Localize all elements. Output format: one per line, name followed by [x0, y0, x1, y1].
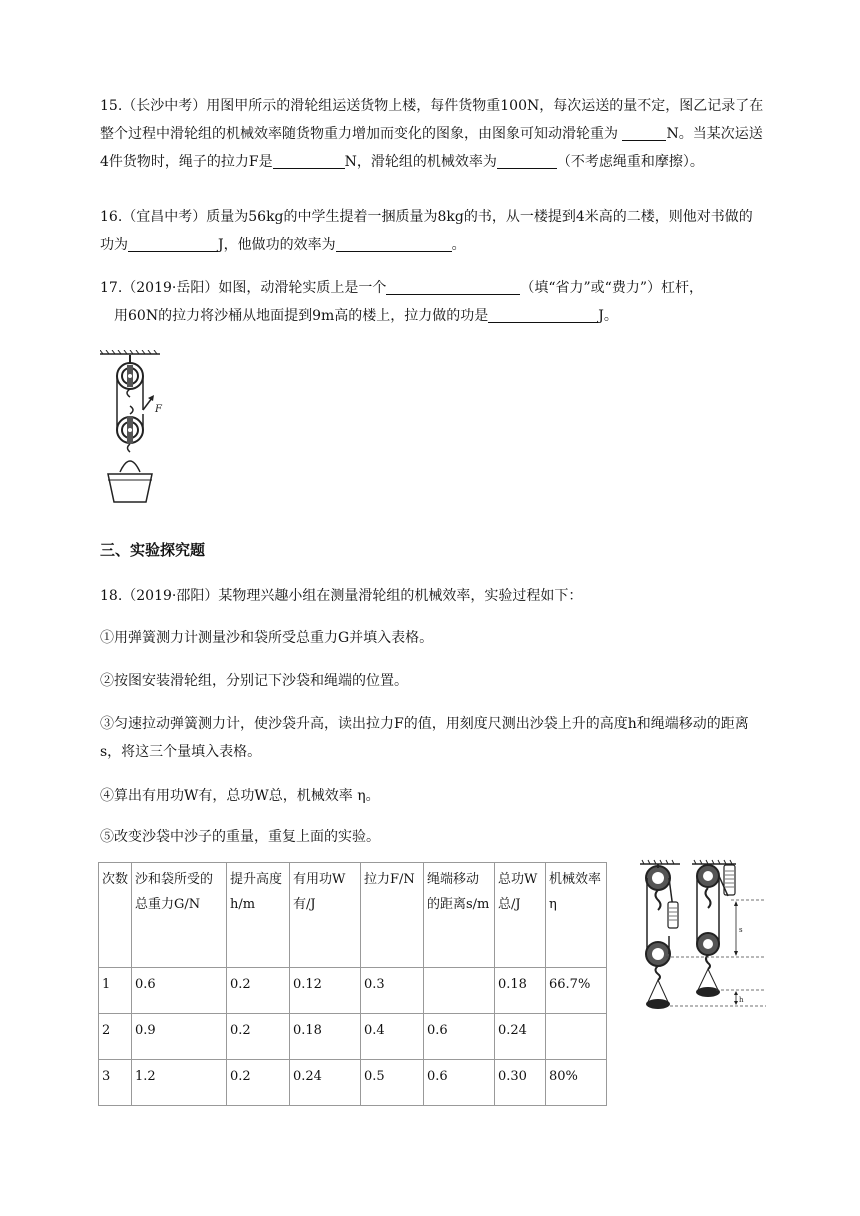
table-cell: 0.3 [361, 968, 424, 1014]
table-cell: 0.30 [495, 1060, 546, 1106]
table-cell: 0.6 [424, 1060, 495, 1106]
section-title: 三、实验探究题 [100, 541, 206, 559]
answer-blank[interactable] [273, 152, 345, 169]
step-3: ③匀速拉动弹簧测力计，使沙袋升高，读出拉力F的值，用刻度尺测出沙袋上升的高度h和绳端移动的距离s，将这三个量填入表格。 [100, 716, 749, 760]
table-cell: 0.24 [495, 1014, 546, 1060]
table-cell: 0.5 [361, 1060, 424, 1106]
step-1: ①用弹簧测力计测量沙和袋所受总重力G并填入表格。 [100, 630, 434, 646]
header-cell: 沙和袋所受的总重力G/N [132, 863, 227, 968]
answer-blank[interactable] [497, 152, 557, 169]
table-cell: 1.2 [132, 1060, 227, 1106]
table-cell: 0.6 [132, 968, 227, 1014]
table-row [99, 1060, 607, 1106]
answer-blank[interactable] [128, 235, 218, 252]
table-cell: 0.6 [424, 1014, 495, 1060]
table-cell: 0.24 [290, 1060, 361, 1106]
q16-text: 16.（宜昌中考）质量为56kg的中学生提着一捆质量为8kg的书，从一楼提到4米高的二楼，则他对书做的功为 [100, 209, 753, 253]
header-cell: 绳端移动的距离s/m [424, 863, 495, 968]
table-cell: 0.18 [290, 1014, 361, 1060]
q16-text-2: J，他做功的效率为 [218, 237, 336, 253]
results-table [98, 862, 607, 1106]
question-15 [100, 92, 764, 176]
question-18-intro: 18.（2019·邵阳）某物理兴趣小组在测量滑轮组的机械效率，实验过程如下： [100, 588, 583, 604]
height-h-label: h [739, 996, 744, 1004]
q15-text-4: （不考虑绳重和摩擦）。 [556, 154, 704, 170]
step-2: ②按图安装滑轮组，分别记下沙袋和绳端的位置。 [100, 673, 408, 689]
table-cell: 0.2 [227, 1014, 290, 1060]
table-row [99, 1014, 607, 1060]
header-cell: 次数 [99, 863, 132, 968]
table-header-row [99, 863, 607, 968]
step-4: ④算出有用功W有，总功W总，机械效率 η。 [100, 788, 380, 804]
table-cell-blank[interactable] [424, 968, 495, 1014]
answer-blank[interactable] [622, 124, 666, 141]
table-cell: 0.2 [227, 1060, 290, 1106]
step-5: ⑤改变沙袋中沙子的重量，重复上面的实验。 [100, 829, 380, 845]
table-cell: 1 [99, 968, 132, 1014]
answer-blank[interactable] [488, 306, 598, 323]
table-cell: 2 [99, 1014, 132, 1060]
answer-blank[interactable] [386, 278, 520, 295]
header-cell: 提升高度h/m [227, 863, 290, 968]
distance-s-label: s [739, 926, 743, 934]
q17-text-4: J。 [598, 308, 618, 324]
answer-blank[interactable] [336, 235, 452, 252]
header-cell: 有用功W有/J [290, 863, 361, 968]
force-label: F [155, 404, 162, 415]
movable-pulley-figure [100, 350, 180, 515]
pulley-block-figure [636, 856, 768, 1028]
table-cell-blank[interactable] [546, 1014, 607, 1060]
table-cell: 0.2 [227, 968, 290, 1014]
q17-text-3: 用60N的拉力将沙桶从地面提到9m高的楼上，拉力做的功是 [114, 308, 489, 324]
header-cell: 机械效率η [546, 863, 607, 968]
q15-text: 15.（长沙中考）用图甲所示的滑轮组运送货物上楼，每件货物重100N，每次运送的量不定，图乙记录了在整个过程中滑轮组的机械效率随货物重力增加而变化的图象，由图象可知动滑轮重为 [100, 98, 764, 142]
q15-text-2: N。当某次运送4件货物时，绳子的拉力F是 [100, 126, 763, 170]
table-row [99, 968, 607, 1014]
table-cell: 0.4 [361, 1014, 424, 1060]
table-cell: 0.9 [132, 1014, 227, 1060]
table-cell: 0.12 [290, 968, 361, 1014]
table-cell: 80% [546, 1060, 607, 1106]
q16-text-3: 。 [451, 237, 466, 253]
q15-text-3: N，滑轮组的机械效率为 [344, 154, 497, 170]
header-cell: 总功W总/J [495, 863, 546, 968]
q17-text: 17.（2019·岳阳）如图，动滑轮实质上是一个 [100, 280, 387, 296]
table-cell: 0.18 [495, 968, 546, 1014]
header-cell: 拉力F/N [361, 863, 424, 968]
question-16 [100, 203, 764, 259]
table-cell: 66.7% [546, 968, 607, 1014]
q17-text-2: （填“省力”或“费力”）杠杆， [520, 280, 703, 296]
question-17 [100, 274, 764, 330]
table-cell: 3 [99, 1060, 132, 1106]
